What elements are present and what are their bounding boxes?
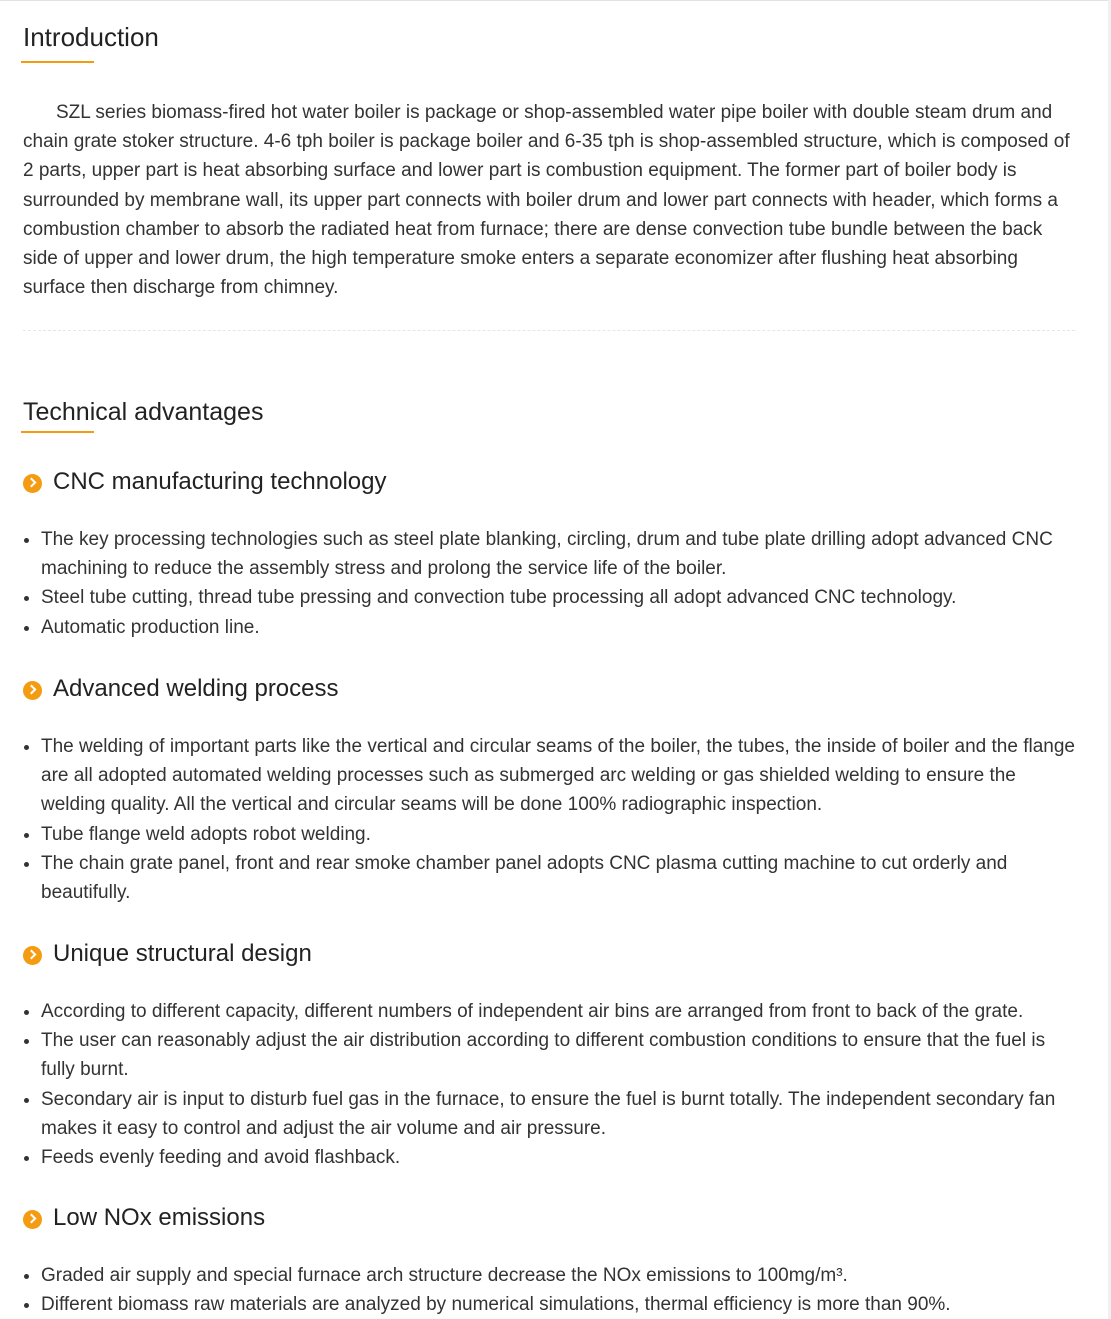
advantage-heading [23, 939, 1078, 969]
advantage-point-list [23, 525, 1078, 642]
list-item: According to different capacity, different numbers of independent air bins are arranged from front to back of the grate. [23, 997, 1076, 1026]
list-item: Steel tube cutting, thread tube pressing and convection tube processing all adopt advanced CNC technology. [23, 583, 1076, 612]
advantage-heading-text: Low NOx emissions [53, 1204, 266, 1231]
chevron-circle-right-icon [23, 946, 42, 965]
advantage-section-welding [23, 674, 1078, 907]
advantage-heading [23, 674, 1078, 704]
list-item: The chain grate panel, front and rear smoke chamber panel adopts CNC plasma cutting machine to cut orderly and beautifully. [23, 849, 1076, 907]
chevron-circle-right-icon [23, 1210, 42, 1229]
technical-advantages-title: Technical advantages [23, 398, 264, 426]
advantage-heading [23, 1203, 1078, 1233]
introduction-title: Introduction [23, 22, 159, 52]
advantage-point-list [23, 997, 1078, 1172]
technical-advantages-title-underline [21, 431, 94, 433]
list-item: Graded air supply and special furnace arch structure decrease the NOx emissions to 100mg/m³. [23, 1261, 1076, 1290]
list-item: The user can reasonably adjust the air distribution according to different combustion conditions to ensure that the fuel is fully burnt. [23, 1026, 1076, 1084]
list-item: The key processing technologies such as steel plate blanking, circling, drum and tube plate drilling adopt advanced CNC machining to reduce the assembly stress and prolong the service life of the boiler. [23, 525, 1076, 583]
chevron-circle-right-icon [23, 681, 42, 700]
advantage-point-list [23, 732, 1078, 907]
advantage-heading-text: CNC manufacturing technology [53, 468, 387, 495]
advantage-section-nox [23, 1203, 1078, 1319]
advantage-heading [23, 467, 1078, 497]
list-item: Different biomass raw materials are analyzed by numerical simulations, thermal efficiency is more than 90%. [23, 1290, 1076, 1319]
introduction-title-underline [21, 61, 94, 63]
advantage-section-cnc [23, 467, 1078, 642]
introduction-paragraph: SZL series biomass-fired hot water boiler is package or shop-assembled water pipe boiler with double steam drum and chain grate stoker structure. 4-6 tph boiler is package boiler and 6-35 tph is shop-assembled structure, which is composed of 2 parts, upper part is heat absorbing surface and lower part is combustion equipment. The former part of boiler body is surrounded by membrane wall, its upper part connects with boiler drum and lower part connects with header, which forms a combustion chamber to absorb the radiated heat from furnace; there are dense convection tube bundle between the back side of upper and lower drum, the high temperature smoke enters a separate economizer after flushing heat absorbing surface then discharge from chimney. [23, 102, 1070, 299]
advantage-heading-text: Unique structural design [53, 940, 312, 967]
advantage-point-list [23, 1261, 1078, 1319]
chevron-circle-right-icon [23, 474, 42, 493]
top-border [0, 0, 1111, 1]
advantage-heading-text: Advanced welding process [53, 675, 339, 702]
list-item: Feeds evenly feeding and avoid flashback. [23, 1143, 1076, 1172]
list-item: Automatic production line. [23, 613, 1076, 642]
advantage-section-structural [23, 939, 1078, 1172]
list-item: Tube flange weld adopts robot welding. [23, 820, 1076, 849]
section-divider [23, 330, 1075, 331]
list-item: The welding of important parts like the vertical and circular seams of the boiler, the tubes, the inside of boiler and the flange are all adopted automated welding processes such as submerged arc welding or gas shielded welding to ensure the welding quality. All the vertical and circular seams will be done 100% radiographic inspection. [23, 732, 1076, 820]
list-item: Secondary air is input to disturb fuel gas in the furnace, to ensure the fuel is burnt totally. The independent secondary fan makes it easy to control and adjust the air volume and air pressure. [23, 1085, 1076, 1143]
